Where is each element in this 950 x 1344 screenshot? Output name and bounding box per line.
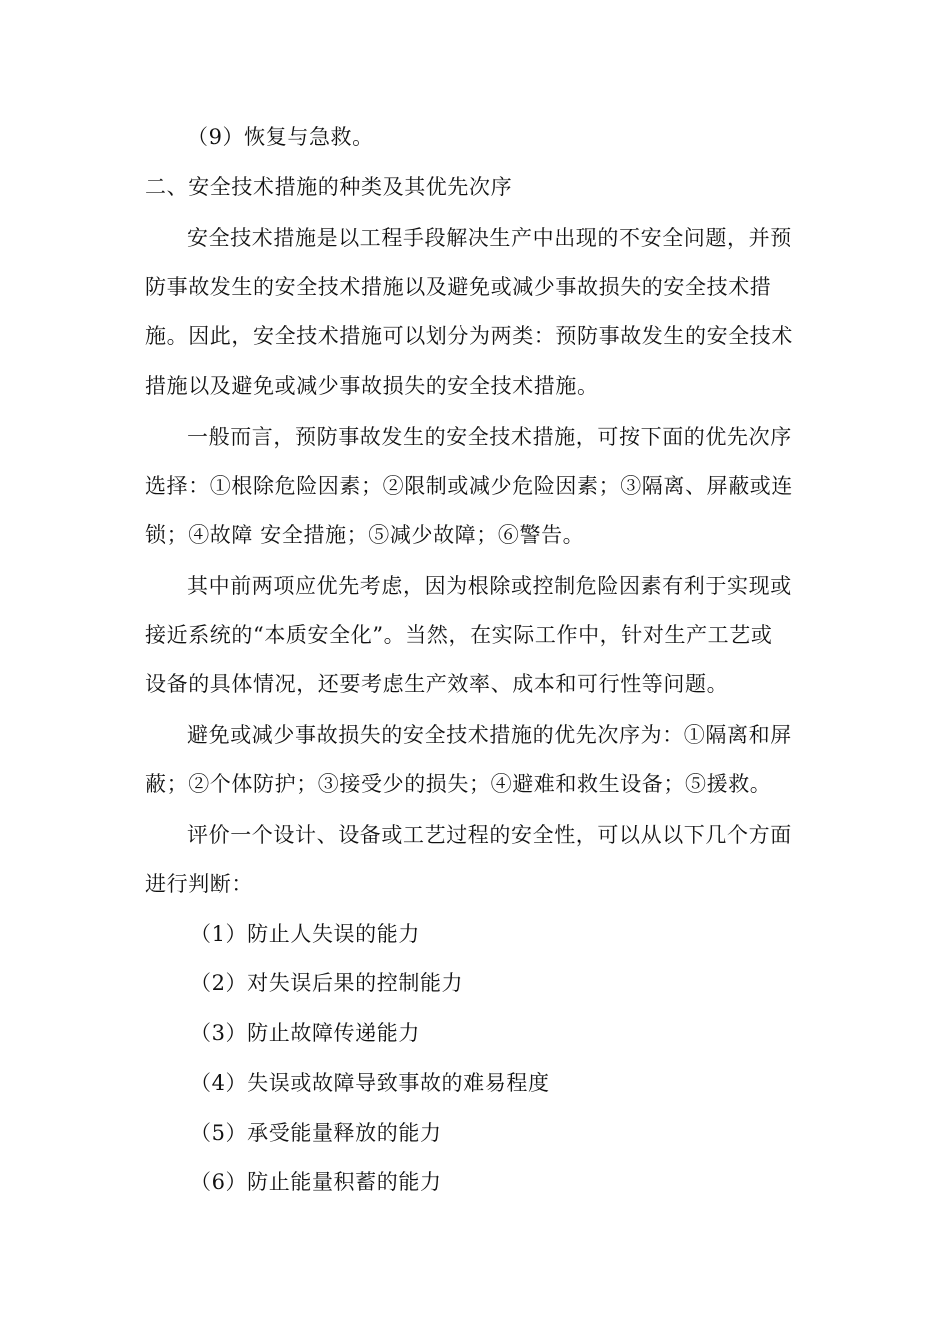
list-item: （1）防止人失误的能力 bbox=[190, 922, 420, 946]
list-item-9-recovery: （9）恢复与急救。 bbox=[187, 125, 374, 149]
paragraph-line: 施。因此，安全技术措施可以划分为两类：预防事故发生的安全技术 bbox=[145, 324, 793, 348]
paragraph-line: 一般而言，预防事故发生的安全技术措施，可按下面的优先次序 bbox=[187, 425, 792, 449]
paragraph-line: 进行判断： bbox=[145, 872, 253, 896]
paragraph-line: 避免或减少事故损失的安全技术措施的优先次序为：①隔离和屏 bbox=[187, 723, 792, 747]
paragraph-line: 选择：①根除危险因素；②限制或减少危险因素；③隔离、屏蔽或连 bbox=[145, 474, 793, 498]
list-item: （6）防止能量积蓄的能力 bbox=[190, 1170, 442, 1194]
paragraph-line: 蔽；②个体防护；③接受少的损失；④避难和救生设备；⑤援救。 bbox=[145, 772, 772, 796]
paragraph-line: 接近系统的“本质安全化”。当然，在实际工作中，针对生产工艺或 bbox=[145, 623, 773, 647]
paragraph-line: 锁；④故障 安全措施；⑤减少故障；⑥警告。 bbox=[145, 523, 585, 547]
list-item: （4）失误或故障导致事故的难易程度 bbox=[190, 1071, 550, 1095]
paragraph-line: 设备的具体情况，还要考虑生产效率、成本和可行性等问题。 bbox=[145, 672, 729, 696]
paragraph-line: 措施以及避免或减少事故损失的安全技术措施。 bbox=[145, 374, 599, 398]
paragraph-line: 其中前两项应优先考虑，因为根除或控制危险因素有利于实现或 bbox=[187, 574, 792, 598]
paragraph-line: 防事故发生的安全技术措施以及避免或减少事故损失的安全技术措 bbox=[145, 275, 772, 299]
paragraph-line: 安全技术措施是以工程手段解决生产中出现的不安全问题，并预 bbox=[187, 226, 792, 250]
list-item: （2）对失误后果的控制能力 bbox=[190, 971, 464, 995]
list-item: （5）承受能量释放的能力 bbox=[190, 1121, 442, 1145]
list-item: （3）防止故障传递能力 bbox=[190, 1021, 420, 1045]
section-heading: 二、安全技术措施的种类及其优先次序 bbox=[145, 175, 513, 199]
paragraph-line: 评价一个设计、设备或工艺过程的安全性，可以从以下几个方面 bbox=[187, 823, 792, 847]
